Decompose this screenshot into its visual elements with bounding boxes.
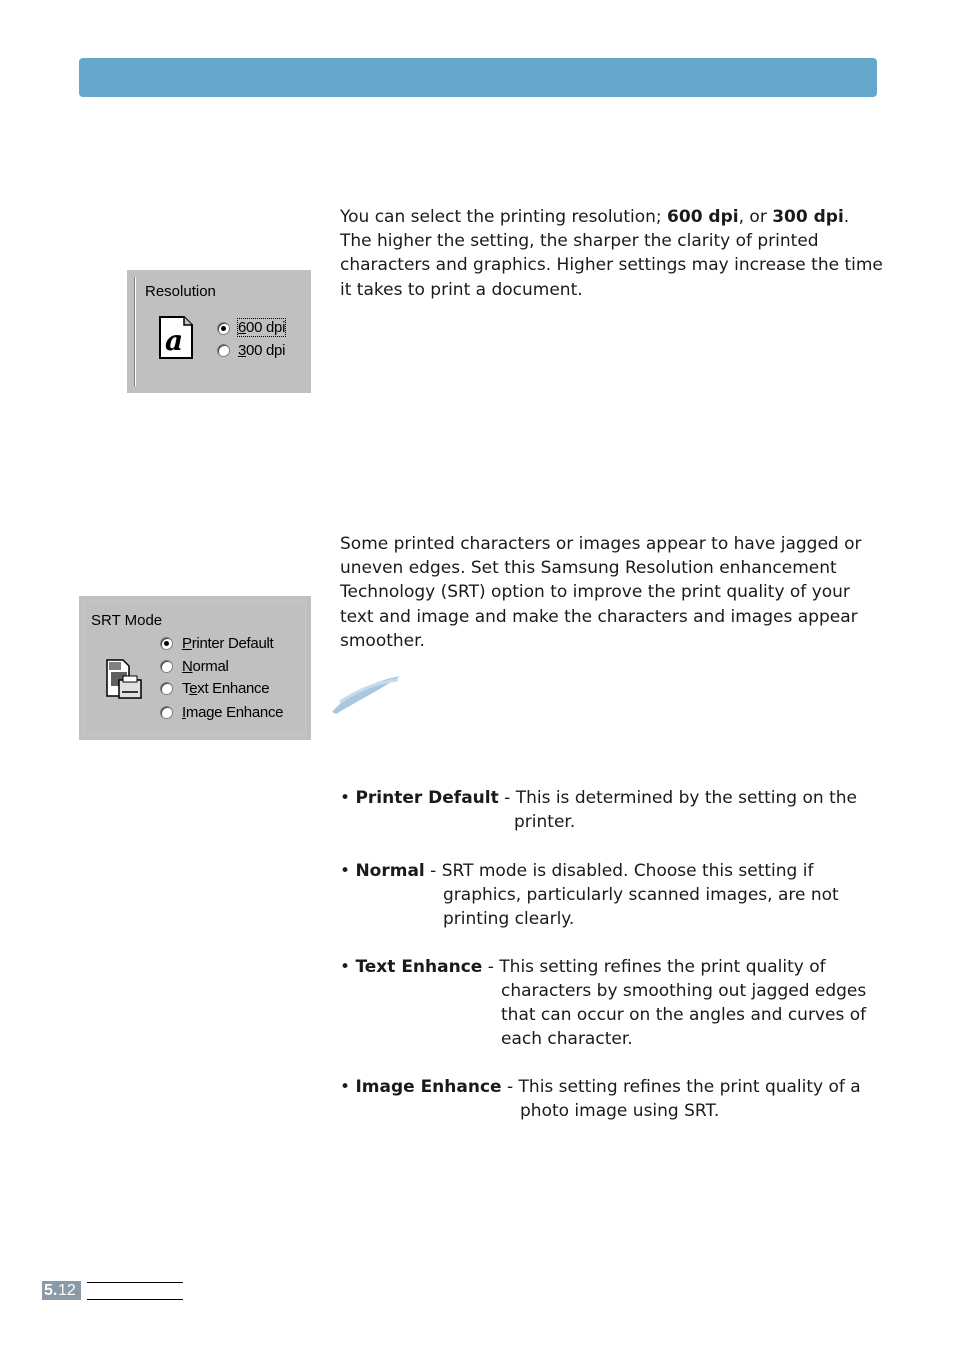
note-swoosh-icon [330, 672, 404, 716]
resolution-dialog [127, 270, 311, 393]
resolution-group-label: Resolution [145, 283, 216, 300]
header-bar [79, 58, 877, 97]
resolution-description [340, 205, 883, 302]
page-number [42, 1281, 81, 1300]
option-text-enhance-label[interactable]: Text Enhance [182, 680, 270, 697]
text: , or [738, 207, 773, 227]
text: You can select the printing resolution; [340, 207, 668, 227]
radio-600dpi[interactable] [217, 322, 230, 335]
bold-300dpi: 300 dpi [772, 207, 844, 227]
bullet-printer-default: • Printer Default - This is determined by the setting on the printer. [340, 788, 857, 832]
bold-600dpi: 600 dpi [667, 207, 739, 227]
panel-edge-highlight [135, 277, 136, 386]
srt-group-label: SRT Mode [91, 612, 163, 629]
bullet-normal: • Normal - SRT mode is disabled. Choose this setting if graphics, particularly scanned images, are not printing clearly. [340, 861, 839, 929]
radio-300dpi[interactable] [217, 344, 230, 357]
radio-image-enhance[interactable] [160, 706, 173, 719]
chapter-number: 5. [44, 1282, 58, 1299]
radio-text-enhance[interactable] [160, 682, 173, 695]
svg-text:a: a [165, 324, 184, 357]
bullet-image-enhance: • Image Enhance - This setting refines the print quality of a photo image using SRT. [340, 1077, 861, 1121]
text: it takes to print a document. [340, 279, 583, 300]
letter-a-document-icon [158, 315, 196, 361]
page-number-value: 12 [58, 1282, 76, 1299]
option-normal-label[interactable]: Normal [182, 658, 229, 675]
bullet-text-enhance: • Text Enhance - This setting refines the print quality of characters by smoothing out jagged edges that can occur on the angles and curves of each character. [340, 957, 867, 1049]
printer-document-icon [103, 656, 145, 704]
srt-mode-dialog [79, 596, 311, 740]
text: The higher the setting, the sharper the clarity of printed [340, 231, 819, 252]
radio-printer-default[interactable] [160, 637, 173, 650]
text: . [843, 207, 850, 227]
option-600dpi-label[interactable]: 600 dpi [238, 319, 286, 336]
footer-rule-bottom [87, 1299, 183, 1300]
option-printer-default-label[interactable]: Printer Default [182, 635, 274, 652]
srt-description: Some printed characters or images appear to have jagged or uneven edges. Set this Samsung Resolution enhancement Technology (SRT) option to improve the print quality of your text and image and make the characters and images appear smoother. [340, 534, 862, 651]
radio-normal[interactable] [160, 660, 173, 673]
footer-rule-top [87, 1282, 183, 1283]
text: characters and graphics. Higher settings may increase the time [340, 255, 883, 276]
option-300dpi-label[interactable]: 300 dpi [238, 342, 286, 359]
option-image-enhance-label[interactable]: Image Enhance [182, 704, 284, 721]
